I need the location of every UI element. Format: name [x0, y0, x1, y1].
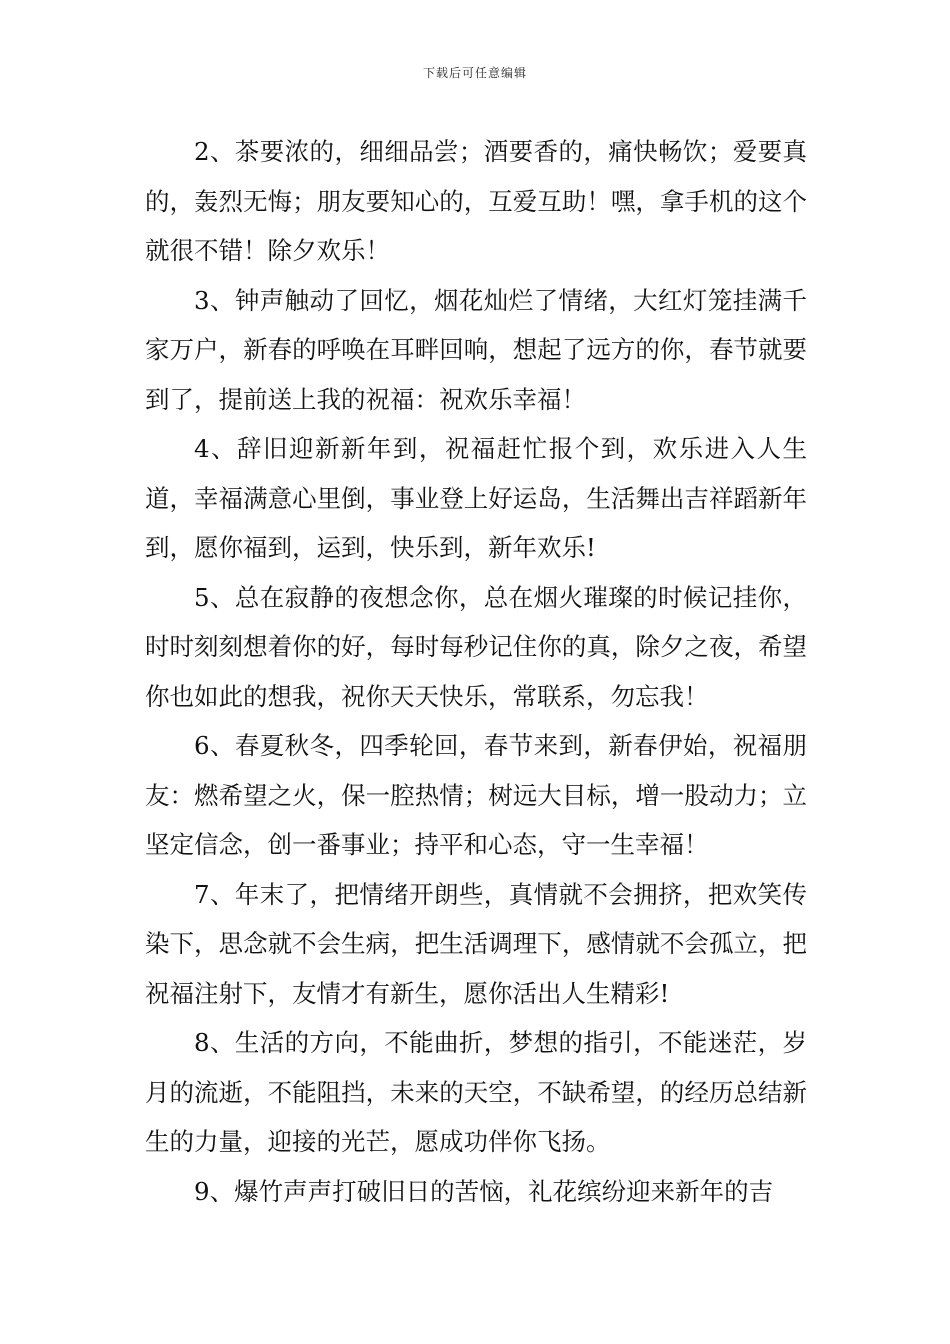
paragraph-7: 7、年末了，把情绪开朗些，真情就不会拥挤，把欢笑传染下，思念就不会生病，把生活调理下，感情就不会孤立，把祝福注射下，友情才有新生，愿你活出人生精彩! — [145, 879, 807, 1008]
page-header: 下载后可任意编辑 — [422, 66, 527, 80]
document-body — [145, 127, 807, 1216]
paragraph-4: 4、辞旧迎新新年到，祝福赶忙报个到，欢乐进入人生道，幸福满意心里倒，事业登上好运岛，生活舞出吉祥蹈新年到，愿你福到，运到，快乐到，新年欢乐! — [145, 434, 807, 562]
paragraph-3: 3、钟声触动了回忆，烟花灿烂了情绪，大红灯笼挂满千家万户，新春的呼唤在耳畔回响，想起了远方的你，春节就要到了，提前送上我的祝福：祝欢乐幸福！ — [145, 285, 807, 414]
paragraph-5: 5、总在寂静的夜想念你，总在烟火璀璨的时候记挂你，时时刻刻想着你的好，每时每秒记住你的真，除夕之夜，希望你也如此的想我，祝你天天快乐，常联系，勿忘我！ — [145, 582, 807, 711]
paragraph-8: 8、生活的方向，不能曲折，梦想的指引，不能迷茫，岁月的流逝，不能阻挡，未来的天空，不缺希望，的经历总结新生的力量，迎接的光芒，愿成功伴你飞扬。 — [145, 1028, 807, 1156]
paragraph-6: 6、春夏秋冬，四季轮回，春节来到，新春伊始，祝福朋友：燃希望之火，保一腔热情；树远大目标，增一股动力；立坚定信念，创一番事业；持平和心态，守一生幸福！ — [145, 731, 807, 859]
paragraph-9: 9、爆竹声声打破旧日的苦恼，礼花缤纷迎来新年的吉 — [194, 1176, 774, 1206]
paragraph-2: 2、茶要浓的，细细品尝；酒要香的，痛快畅饮；爱要真的，轰烈无悔；朋友要知心的，互爱互助！嘿，拿手机的这个就很不错！除夕欢乐！ — [145, 137, 807, 265]
